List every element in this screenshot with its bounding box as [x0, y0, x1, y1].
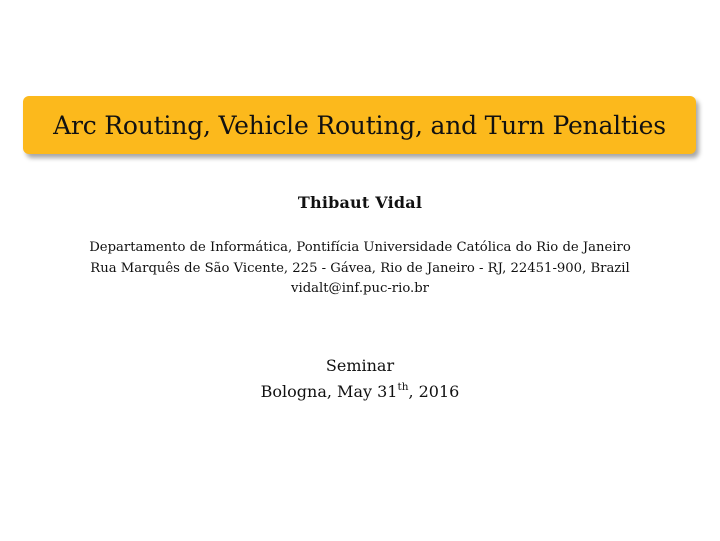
event-date-prefix: Bologna, May 31: [260, 382, 398, 401]
author-email: vidalt@inf.puc-rio.br: [291, 281, 429, 296]
event-date-ordinal: th: [397, 381, 409, 393]
author-name: Thibaut Vidal: [297, 193, 423, 212]
affiliation-address: Rua Marquês de São Vicente, 225 - Gávea, Rio de Janeiro - RJ, 22451-900, Brazil: [90, 261, 630, 276]
affiliation-institution: Departamento de Informática, Pontifícia Universidade Católica do Rio de Janeiro: [89, 240, 631, 255]
event-type: Seminar: [325, 356, 395, 375]
presentation-title: Arc Routing, Vehicle Routing, and Turn Penalties: [53, 110, 666, 140]
event-date: [0, 382, 720, 401]
event-date-suffix: , 2016: [408, 382, 460, 401]
title-banner: [23, 96, 696, 154]
